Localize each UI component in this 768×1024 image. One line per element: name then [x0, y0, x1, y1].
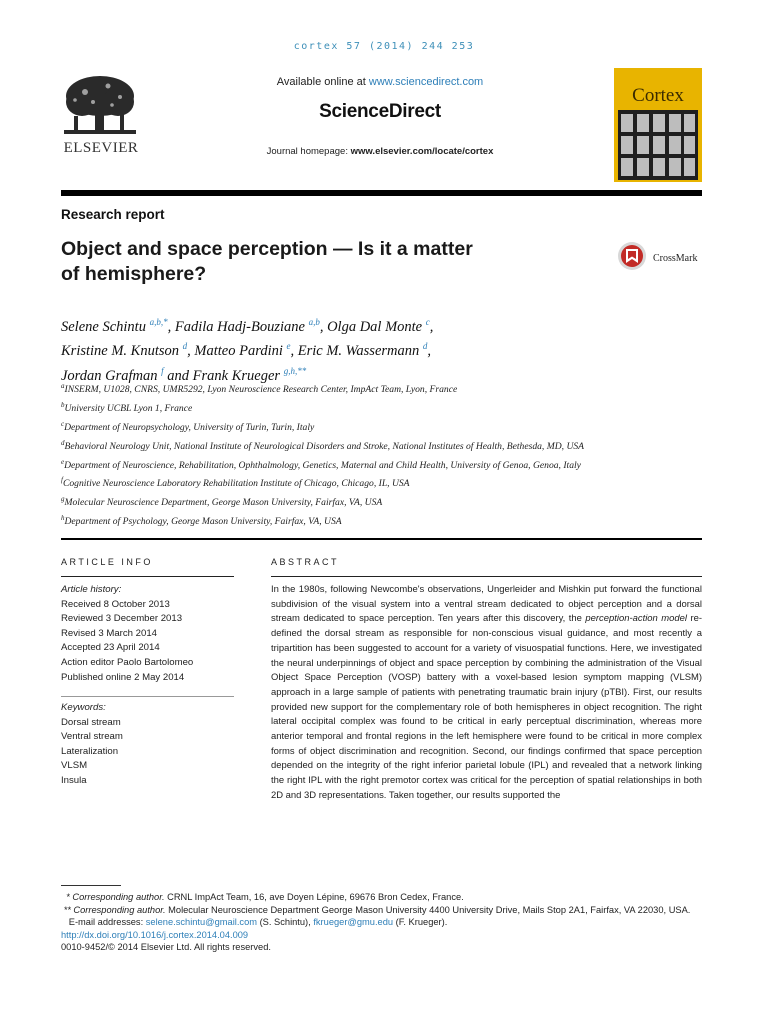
email-link[interactable]: fkrueger@gmu.edu	[313, 917, 394, 928]
author-name: Eric M. Wassermann	[297, 343, 420, 360]
affiliation-label: h	[61, 514, 65, 523]
author-affiliation-marker[interactable]: c	[425, 317, 430, 327]
affiliation-item	[61, 398, 621, 417]
affiliation-label: a	[61, 382, 65, 390]
affiliation-text: Department of Psychology, George Mason University, Fairfax, VA, USA	[64, 516, 342, 528]
abstract-rule	[271, 576, 702, 577]
crossmark-icon[interactable]	[617, 241, 647, 271]
affiliation-item	[61, 455, 621, 474]
affiliation-item	[61, 417, 621, 436]
corresponding-address: CRNL ImpAct Team, 16, ave Doyen Lépine, 69676 Bron Cedex, France.	[164, 892, 464, 902]
corresponding-author-2	[61, 904, 702, 917]
author-name: Kristine M. Knutson	[61, 343, 180, 360]
affiliation-item	[61, 379, 621, 398]
abstract-text-part-1: In the 1980s, following Newcombe's observations, Ungerleider and Mishkin put forward the functional subdivision of the visual system into a ventral stream dedicated to object perception and a dorsal stream dedicated to space perception. Ten years after this discovery, the	[271, 584, 702, 625]
keywords	[61, 701, 234, 789]
affiliation-label: g	[61, 495, 65, 504]
article-info-rule	[61, 576, 234, 577]
cover-title: Cortex	[632, 85, 684, 106]
author-name: Fadila Hadj-Bouziane	[174, 318, 305, 335]
corresponding-author-1	[61, 891, 702, 904]
author-affiliation-marker[interactable]: a,b,*	[149, 317, 168, 327]
keyword-item: Ventral stream	[61, 731, 123, 743]
author-name: Jordan Grafman	[61, 367, 158, 384]
affiliation-text: Cognitive Neuroscience Laboratory Rehabilitation Institute of Chicago, Chicago, IL, USA	[62, 478, 410, 490]
affiliation-text: Molecular Neuroscience Department, George Mason University, Fairfax, VA, USA	[64, 497, 383, 509]
footnote-rule	[61, 885, 121, 886]
abstract-body	[271, 583, 702, 804]
affiliation-text: Department of Neuropsychology, University of Turin, Turin, Italy	[64, 421, 315, 433]
abstract-heading: ABSTRACT	[271, 557, 340, 567]
affiliation-text: Department of Neuroscience, Rehabilitation, Ophthalmology, Genetics, Maternal and Child Health, University of Genoa, Genoa, Italy	[64, 459, 581, 471]
keywords-divider	[61, 696, 234, 697]
copyright-notice: 0010-9452/© 2014 Elsevier Ltd. All rights reserved.	[61, 942, 271, 953]
email-owner: (F. Krueger).	[393, 917, 448, 928]
article-history-label: Article history:	[61, 584, 122, 595]
affiliation-text: Behavioral Neurology Unit, National Institute of Neurological Disorders and Stroke, National Institutes of Health, Bethesda, MD, USA	[64, 440, 585, 452]
abstract-text-part-2: re-defined the dorsal stream as responsible for non-conscious visual guidance, and most recently a tripartition has been suggested to account for a variety of visuospatial functions. Here, we investigated the neural underpinnings of object and space perception by combining the administration of the Visual Object Space Perception (VOSP) battery with a voxel-based lesion symptom mapping (VLSM) approach in a large sample of patients with penetrating traumatic brain injury (pTBI). First, our results provided new support for the complementary role of both hemispheres in object recognition. The right lateral occipital complex was found to be critical in early perceptual discrimination, whereas more anterior temporal and frontal regions in the left hemisphere were found to be critical in more complex forms of object discrimination and recognition. Second, our findings confirmed that space perception depended on the integrity of the right inferior parietal lobule (IPL) and revealed that a network linking the right IPL with the right premotor cortex was critical for the perception of spatial relationships in both 2D and 3D representations. Taken together, our results supported the	[271, 613, 702, 801]
author-line-3: Jordan Grafman $^f$ and Frank Krueger $^{g,h,**}$	[61, 365, 307, 384]
article-title-line-2: of hemisphere?	[61, 263, 207, 285]
affiliation-label: c	[61, 419, 65, 428]
header-rule	[61, 190, 702, 196]
email-owner: (S. Schintu),	[257, 917, 314, 928]
author-affiliation-marker[interactable]: e	[286, 341, 291, 352]
author-name: Selene Schintu	[61, 318, 146, 335]
history-item: Revised 3 March 2014	[61, 627, 157, 639]
email-label: E-mail addresses:	[68, 917, 146, 928]
article-type-label: Research report	[61, 207, 165, 222]
article-history	[61, 583, 234, 685]
corresponding-label: * Corresponding author.	[66, 892, 165, 902]
footnotes	[61, 891, 702, 954]
affiliation-text: University UCBL Lyon 1, France	[64, 403, 193, 415]
keyword-item: VLSM	[61, 760, 88, 772]
author-name: Olga Dal Monte	[327, 318, 423, 335]
author-name: Matteo Pardini	[194, 343, 283, 360]
affiliation-item	[61, 511, 621, 530]
section-rule	[61, 538, 702, 540]
history-item: Action editor Paolo Bartolomeo	[61, 656, 194, 668]
affiliation-label: d	[61, 438, 65, 447]
sciencedirect-link[interactable]: www.sciencedirect.com	[368, 76, 484, 88]
doi-link[interactable]: http://dx.doi.org/10.1016/j.cortex.2014.04.009	[61, 929, 249, 940]
available-online-label: Available online at	[276, 76, 369, 88]
journal-homepage-label: Journal homepage:	[266, 146, 351, 157]
author-affiliation-marker[interactable]: g,h,**	[283, 365, 307, 376]
abstract-italic-term: perception-action model	[585, 613, 687, 625]
journal-homepage-link[interactable]: www.elsevier.com/locate/cortex	[350, 146, 494, 157]
author-line-2: Kristine M. Knutson $^d$, Matteo Pardini $^e$, Eric M. Wassermann $^d$,	[61, 341, 432, 360]
email-addresses	[61, 916, 702, 929]
affiliation-label: b	[61, 400, 65, 409]
history-item: Received 8 October 2013	[61, 598, 170, 610]
author-affiliation-marker[interactable]: f	[161, 365, 164, 376]
affiliation-list	[61, 379, 621, 530]
affiliation-item	[61, 473, 621, 492]
article-title-line-1: Object and space perception — Is it a matter	[61, 238, 473, 260]
author-affiliation-marker[interactable]: d	[182, 341, 188, 352]
author-list	[61, 313, 581, 386]
keyword-item: Lateralization	[61, 745, 119, 757]
keyword-item: Dorsal stream	[61, 716, 121, 728]
keyword-item: Insula	[61, 774, 87, 786]
journal-cover-image	[614, 68, 702, 182]
author-affiliation-marker[interactable]: a,b	[308, 317, 320, 327]
author-affiliation-marker[interactable]: d	[422, 341, 428, 352]
author-line-1: Selene Schintu $^{a,b,*}$, Fadila Hadj-Bouziane $^{a,b}$, Olga Dal Monte $^c$,	[61, 317, 434, 335]
article-title	[61, 237, 561, 287]
affiliation-label: e	[61, 457, 65, 466]
article-info-heading: ARTICLE INFO	[61, 557, 153, 567]
cover-photo-grid	[618, 110, 698, 180]
sciencedirect-brand: ScienceDirect	[319, 101, 441, 122]
history-item: Published online 2 May 2014	[61, 671, 185, 683]
journal-reference: cortex 57 (2014) 244 253	[293, 41, 475, 52]
affiliation-item	[61, 492, 621, 511]
affiliation-item	[61, 436, 621, 455]
elsevier-wordmark: ELSEVIER	[63, 140, 139, 156]
author-name: Frank Krueger	[192, 367, 281, 384]
history-item: Reviewed 3 December 2013	[61, 613, 183, 625]
email-link[interactable]: selene.schintu@gmail.com	[145, 917, 257, 928]
crossmark-label[interactable]: CrossMark	[653, 253, 698, 264]
affiliation-label: f	[61, 476, 63, 485]
affiliation-text: INSERM, U1028, CNRS, UMR5292, Lyon Neuroscience Research Center, ImpAct Team, Lyon, France	[64, 384, 458, 396]
corresponding-address: Molecular Neuroscience Department George Mason University 4400 University Drive, Mails Stop 2A1, Fairfax, VA 22030, USA.	[165, 904, 691, 915]
corresponding-label: ** Corresponding author.	[63, 904, 166, 915]
history-item: Accepted 23 April 2014	[61, 642, 160, 654]
keywords-label: Keywords:	[61, 702, 106, 713]
available-online-line	[160, 76, 600, 88]
journal-homepage-line	[160, 146, 600, 157]
